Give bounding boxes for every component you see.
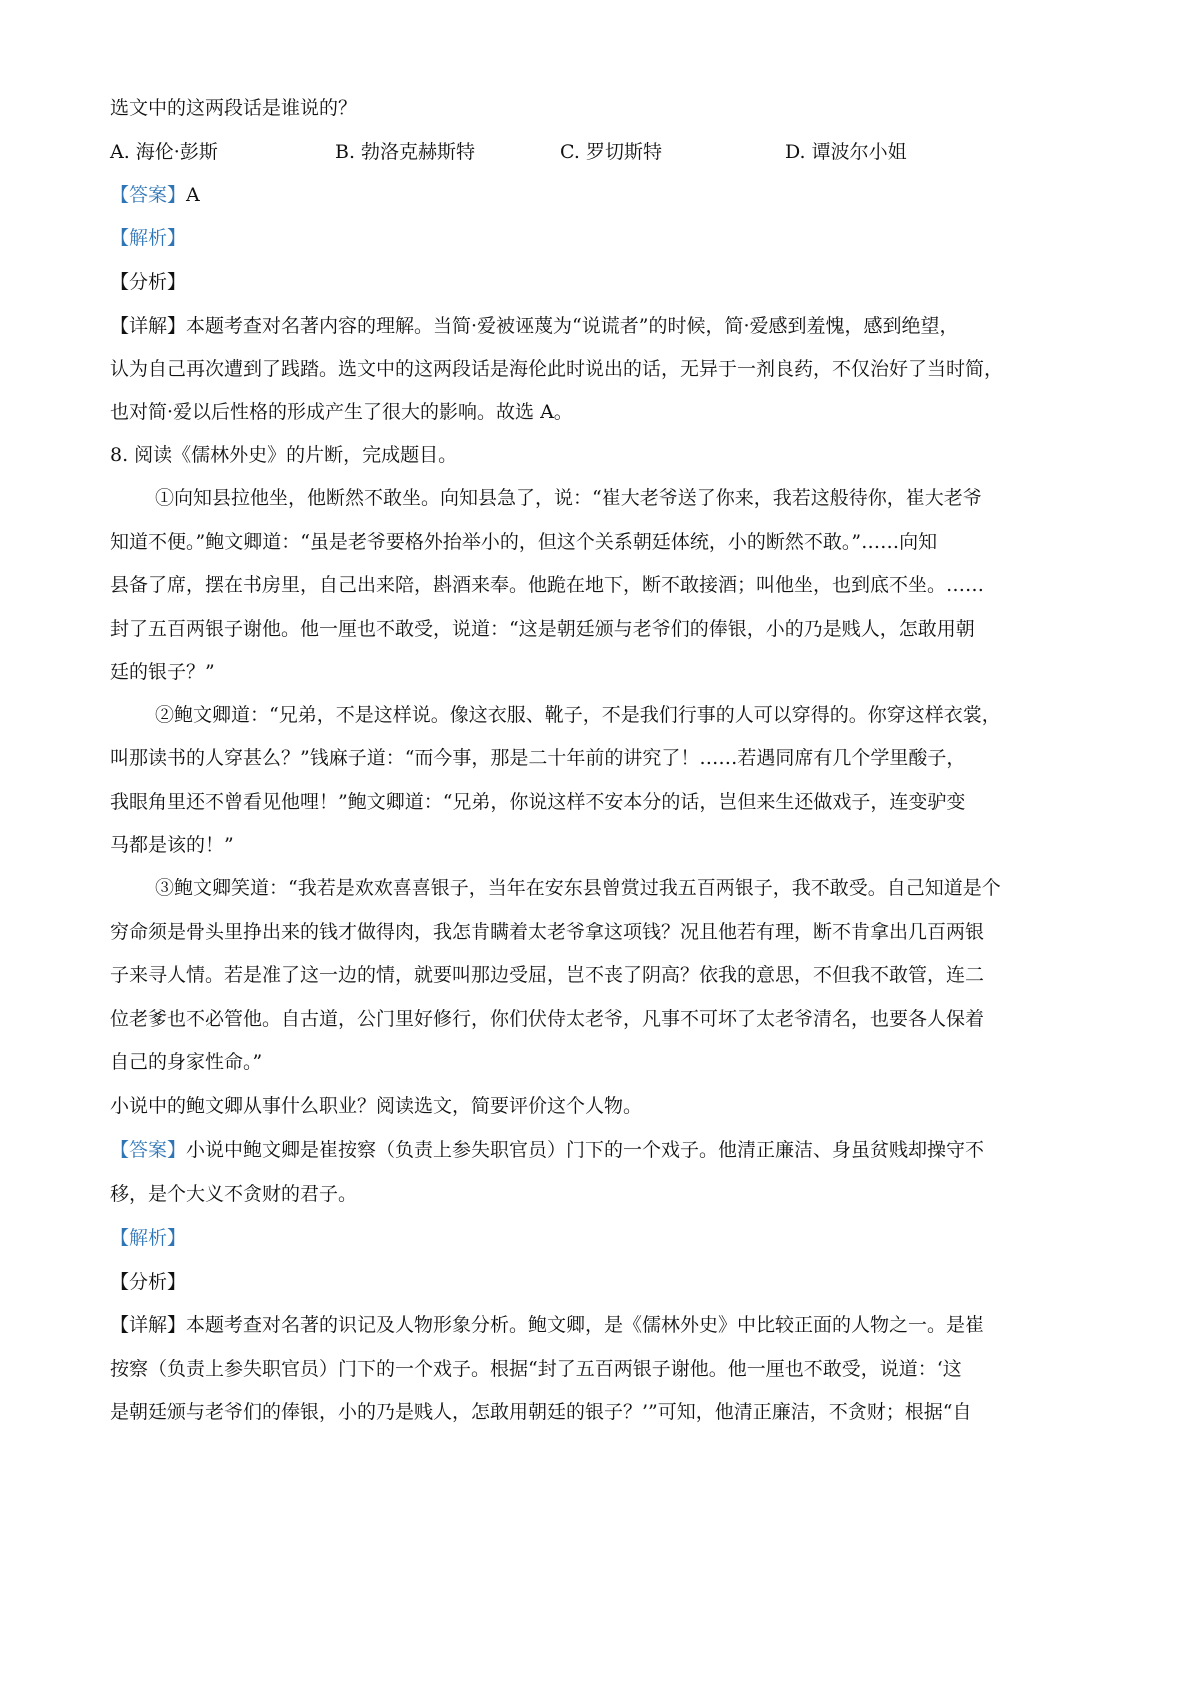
q7-option-a: A. 海伦·彭斯 bbox=[110, 141, 218, 163]
q7-question: 选文中的这两段话是谁说的？ bbox=[110, 97, 358, 119]
q8-passage2-line-3: 我眼角里还不曾看见他哩！”鲍文卿道：“兄弟，你说这样不安本分的话，岂但来生还做戏子，连变驴变 bbox=[110, 791, 966, 813]
q8-fenxi: 【分析】 bbox=[110, 1271, 187, 1293]
q8-passage3-line-2: 穷命须是骨头里挣出来的钱才做得肉，我怎肯瞒着太老爷拿这项钱？况且他若有理，断不肯拿出几百两银 bbox=[110, 921, 985, 943]
q7-option-c: C. 罗切斯特 bbox=[560, 141, 662, 163]
q8-passage1-line-3: 县备了席，摆在书房里，自己出来陪，斟酒来奉。他跪在地下，断不敢接酒；叫他坐，也到底不坐。…… bbox=[110, 574, 985, 596]
q8-question: 小说中的鲍文卿从事什么职业？阅读选文，简要评价这个人物。 bbox=[110, 1095, 643, 1117]
q8-prompt: 8. 阅读《儒林外史》的片断，完成题目。 bbox=[110, 444, 458, 466]
q7-detail-line-1: 【详解】本题考查对名著内容的理解。当简·爱被诬蔑为“说谎者”的时候，简·爱感到羞愧，感到绝望， bbox=[110, 315, 959, 337]
q8-analysis-tag: 【解析】 bbox=[110, 1227, 187, 1249]
q8-passage1-line-4: 封了五百两银子谢他。他一厘也不敢受，说道：“这是朝廷颁与老爷们的俸银，小的乃是贱人，怎敢用朝 bbox=[110, 618, 975, 640]
q8-passage3-line-5: 自己的身家性命。” bbox=[110, 1051, 263, 1073]
q8-passage2-line-2: 叫那读书的人穿甚么？”钱麻子道：“而今事，那是二十年前的讲究了！……若遇同席有几个学里酸子， bbox=[110, 747, 966, 769]
q8-passage1-line-2: 知道不便。”鲍文卿道：“虽是老爷要格外抬举小的，但这个关系朝廷体统，小的断然不敢。”……向知 bbox=[110, 531, 938, 553]
q7-answer-tag: 【答案】 bbox=[110, 184, 187, 206]
q8-answer-tag: 【答案】 bbox=[110, 1139, 187, 1161]
q7-detail-line-2: 认为自己再次遭到了践踏。选文中的这两段话是海伦此时说出的话，无异于一剂良药，不仅治好了当时简， bbox=[110, 358, 1004, 380]
q7-option-d: D. 谭波尔小姐 bbox=[785, 141, 907, 163]
q8-passage2-line-4: 马都是该的！” bbox=[110, 834, 234, 856]
q7-analysis-tag: 【解析】 bbox=[110, 227, 187, 249]
q7-detail-line-3: 也对简·爱以后性格的形成产生了很大的影响。故选 A。 bbox=[110, 401, 573, 423]
q8-passage1-line-5: 廷的银子？” bbox=[110, 661, 215, 683]
q8-passage1-line-1: ①向知县拉他坐，他断然不敢坐。向知县急了，说：“崔大老爷送了你来，我若这般待你，崔大老爷 bbox=[155, 487, 982, 509]
q8-detail-line-3: 是朝廷颁与老爷们的俸银，小的乃是贱人，怎敢用朝廷的银子？’”可知，他清正廉洁，不贪财；根据“自 bbox=[110, 1401, 972, 1423]
q7-option-b: B. 勃洛克赫斯特 bbox=[335, 141, 476, 163]
q8-passage2-line-1: ②鲍文卿道：“兄弟，不是这样说。像这衣服、靴子，不是我们行事的人可以穿得的。你穿这样衣裳， bbox=[155, 704, 1001, 726]
q8-detail-line-1: 【详解】本题考查对名著的识记及人物形象分析。鲍文卿，是《儒林外史》中比较正面的人物之一。是崔 bbox=[110, 1314, 985, 1336]
q7-fenxi: 【分析】 bbox=[110, 271, 187, 293]
q8-answer-line-2: 移，是个大义不贪财的君子。 bbox=[110, 1183, 358, 1205]
q7-answer: A bbox=[186, 184, 200, 206]
q8-passage3-line-3: 子来寻人情。若是准了这一边的情，就要叫那边受屈，岂不丧了阴高？依我的意思，不但我不敢管，连二 bbox=[110, 964, 985, 986]
q8-answer-text-1: 小说中鲍文卿是崔按察（负责上参失职官员）门下的一个戏子。他清正廉洁、身虽贫贱却操守不 bbox=[186, 1139, 985, 1161]
q8-passage3-line-4: 位老爹也不必管他。自古道，公门里好修行，你们伏侍太老爷，凡事不可坏了太老爷清名，也要各人保着 bbox=[110, 1008, 985, 1030]
q8-passage3-line-1: ③鲍文卿笑道：“我若是欢欢喜喜银子，当年在安东县曾赏过我五百两银子，我不敢受。自己知道是个 bbox=[155, 877, 1001, 899]
q7-answer-line bbox=[110, 183, 200, 207]
q8-answer-line-1 bbox=[110, 1138, 984, 1162]
q8-detail-line-2: 按察（负责上参失职官员）门下的一个戏子。根据“封了五百两银子谢他。他一厘也不敢受，说道：‘这 bbox=[110, 1358, 962, 1380]
